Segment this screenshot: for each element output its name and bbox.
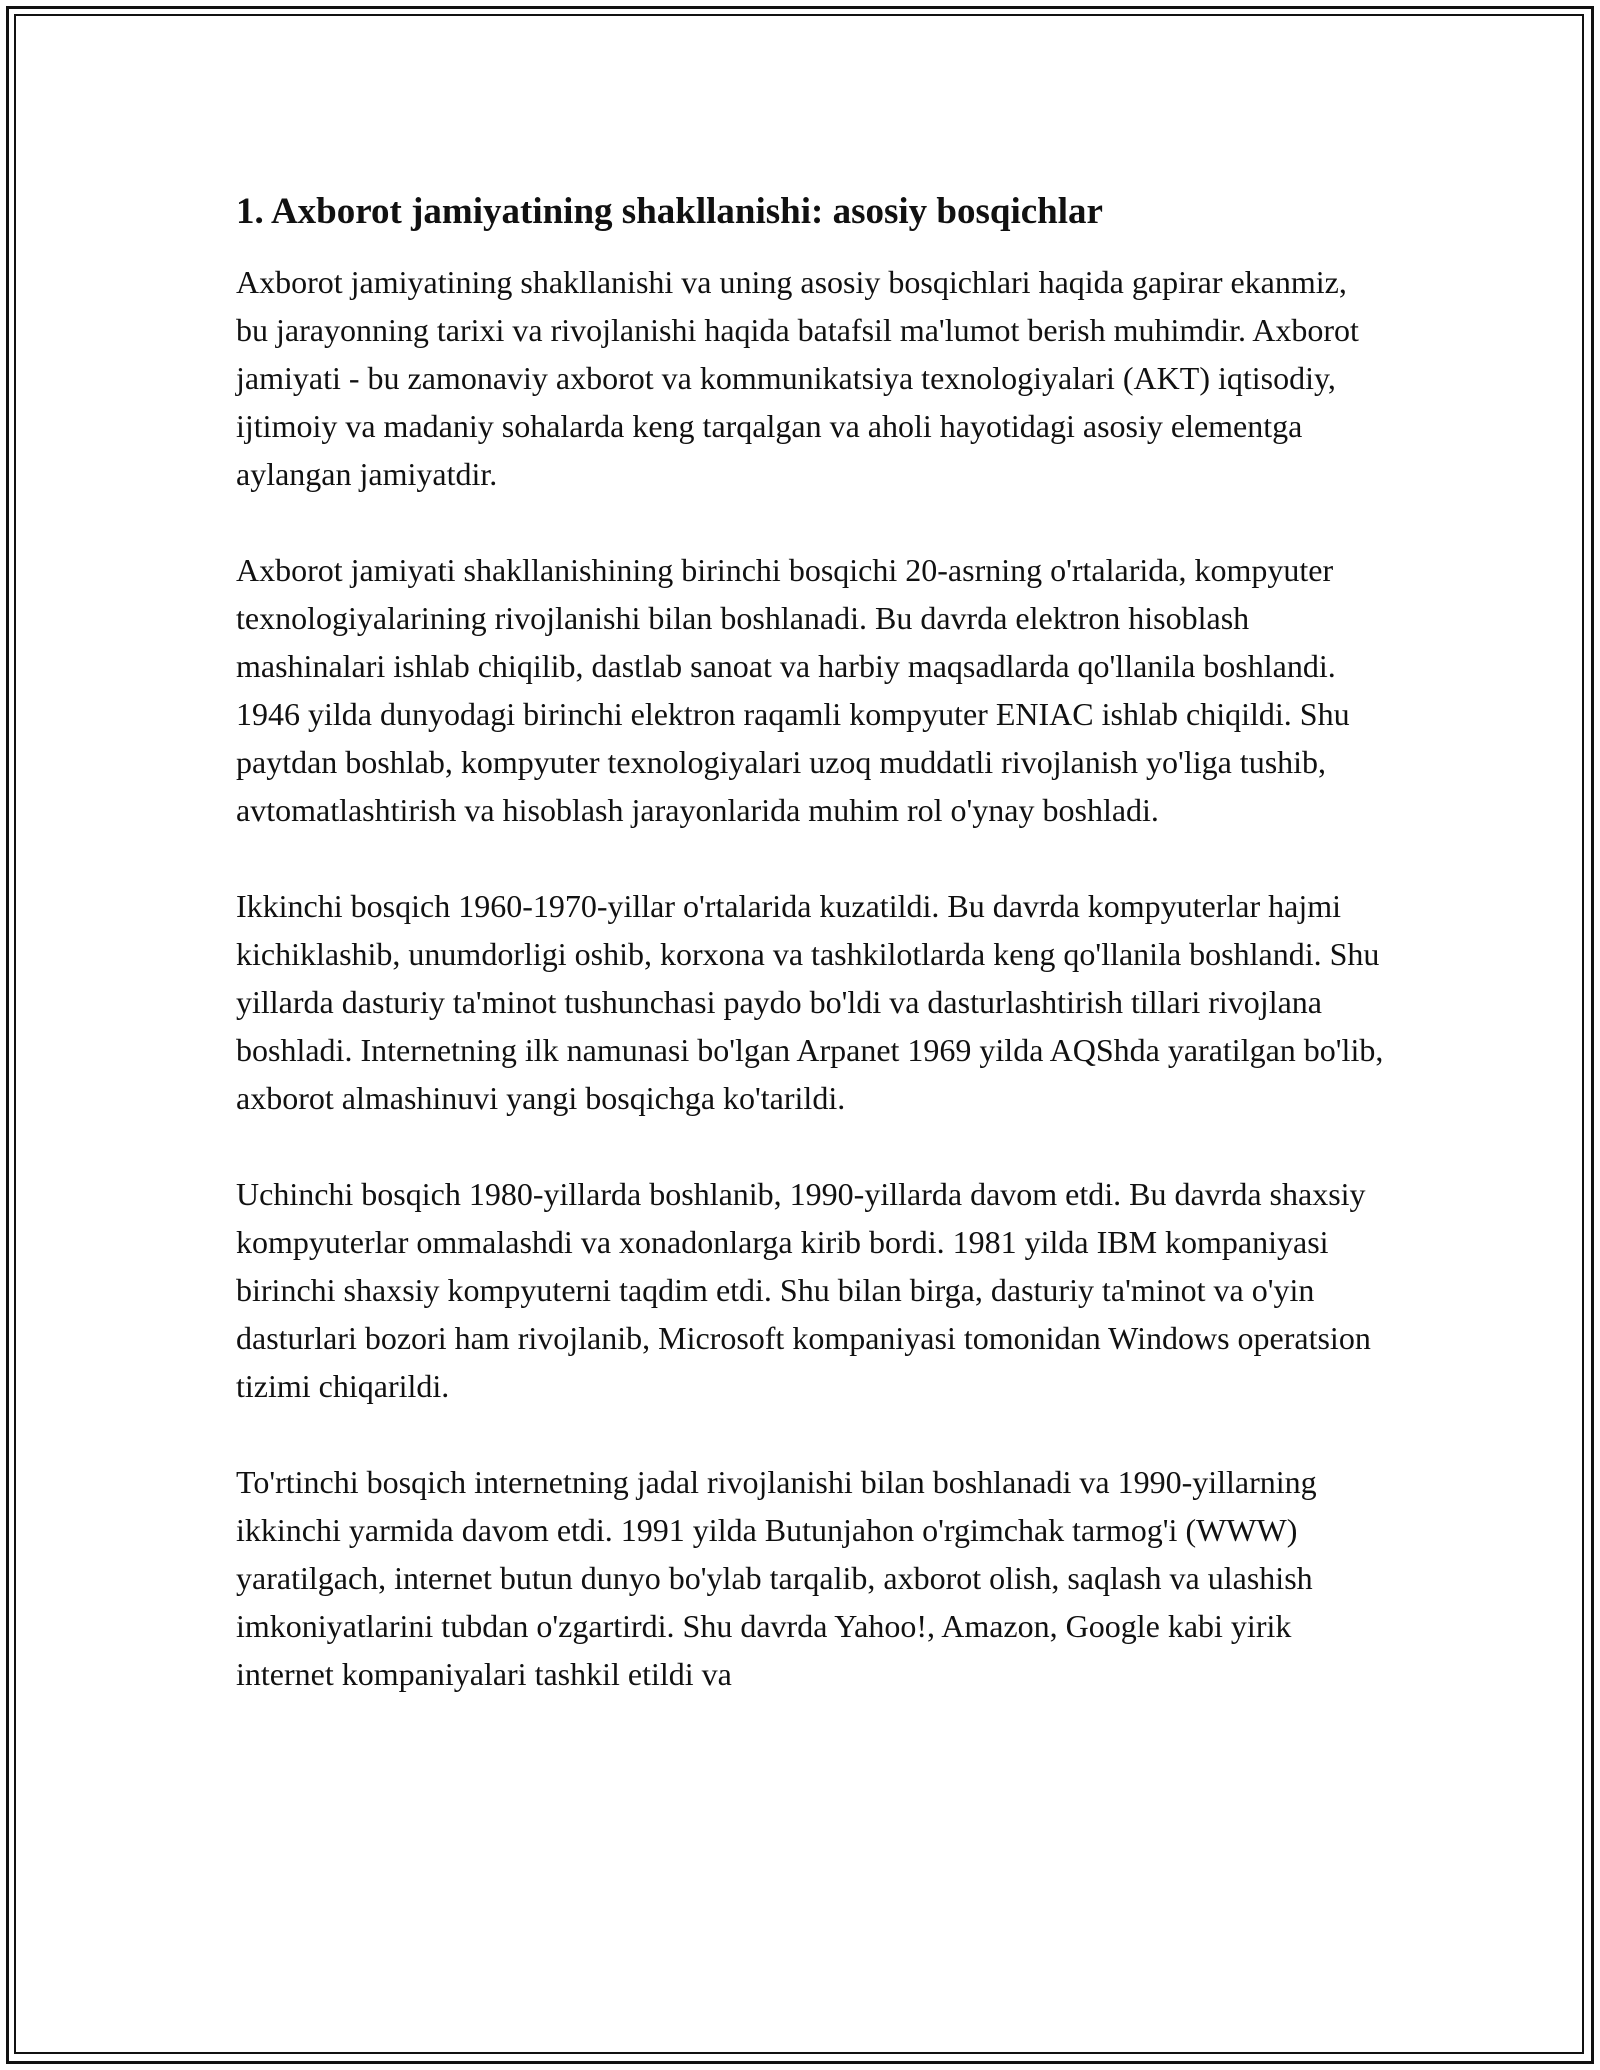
section-heading: 1. Axborot jamiyatining shakllanishi: asosiy bosqichlar [236, 191, 1103, 232]
paragraph-stage-three: Uchinchi bosqich 1980-yillarda boshlanib, 1990-yillarda davom etdi. Bu davrda shaxsiy kompyuterlar ommalashdi va xonadonlarga kirib bordi. 1981 yilda IBM kompaniyasi birinchi shaxsiy kompyuterni taqdim etdi. Shu bilan birga, dasturiy ta'minot va o'yin dasturlari bozori ham rivojlanib, Microsoft kompaniyasi tomonidan Windows operatsion tizimi chiqarildi. [236, 1176, 1371, 1404]
paragraph-stage-one: Axborot jamiyati shakllanishining birinchi bosqichi 20-asrning o'rtalarida, kompyuter texnologiyalarining rivojlanishi bilan boshlanadi. Bu davrda elektron hisoblash mashinalari ishlab chiqilib, dastlab sanoat va harbiy maqsadlarda qo'llanila boshlandi. 1946 yilda dunyodagi birinchi elektron raqamli kompyuter ENIAC ishlab chiqildi. Shu paytdan boshlab, kompyuter texnologiyalari uzoq muddatli rivojlanish yo'liga tushib, avtomatlashtirish va hisoblash jarayonlarida muhim rol o'ynay boshladi. [236, 552, 1350, 828]
paragraph-stage-four: To'rtinchi bosqich internetning jadal rivojlanishi bilan boshlanadi va 1990-yillarning ikkinchi yarmida davom etdi. 1991 yilda Butunjahon o'rgimchak tarmog'i (WWW) yaratilgach, internet butun dunyo bo'ylab tarqalib, axborot olish, saqlash va ulashish imkoniyatlarini tubdan o'zgartirdi. Shu davrda Yahoo!, Amazon, Google kabi yirik internet kompaniyalari tashkil etildi va [236, 1464, 1317, 1692]
paragraph-intro: Axborot jamiyatining shakllanishi va uning asosiy bosqichlari haqida gapirar ekanmiz, bu jarayonning tarixi va rivojlanishi haqida batafsil ma'lumot berish muhimdir. Axborot jamiyati - bu zamonaviy axborot va kommunikatsiya texnologiyalari (AKT) iqtisodiy, ijtimoiy va madaniy sohalarda keng tarqalgan va aholi hayotidagi asosiy elementga aylangan jamiyatdir. [236, 264, 1359, 492]
document-body [236, 188, 1386, 1746]
paragraph-stage-two: Ikkinchi bosqich 1960-1970-yillar o'rtalarida kuzatildi. Bu davrda kompyuterlar hajmi kichiklashib, unumdorligi oshib, korxona va tashkilotlarda keng qo'llanila boshlandi. Shu yillarda dasturiy ta'minot tushunchasi paydo bo'ldi va dasturlashtirish tillari rivojlana boshladi. Internetning ilk namunasi bo'lgan Arpanet 1969 yilda AQShda yaratilgan bo'lib, axborot almashinuvi yangi bosqichga ko'tarildi. [236, 888, 1384, 1116]
